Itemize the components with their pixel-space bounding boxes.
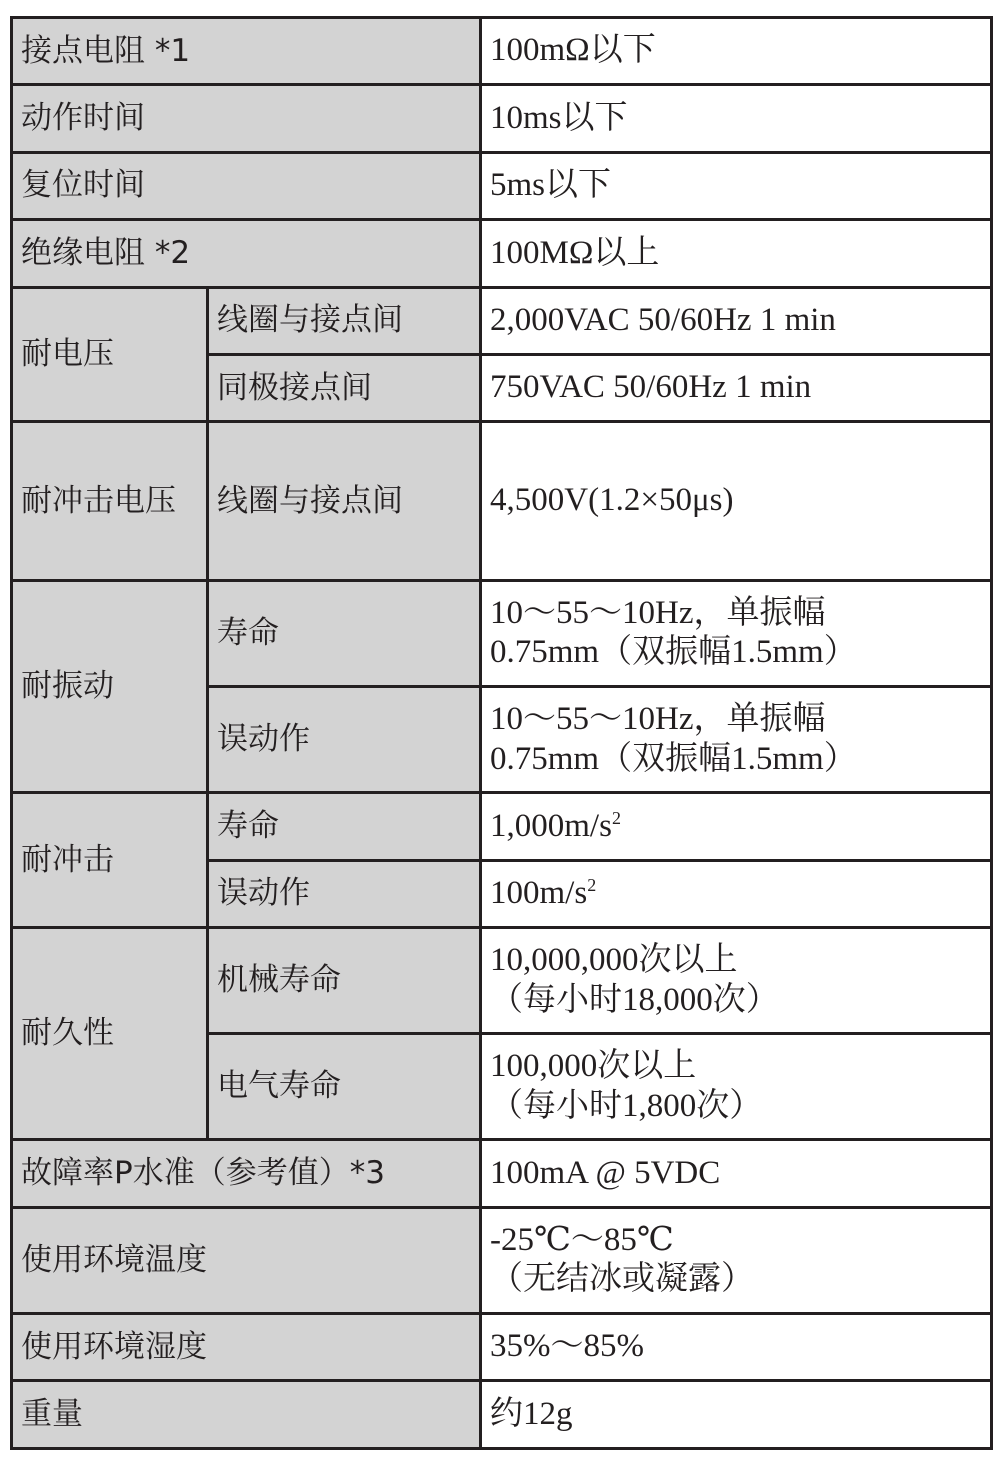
row-value: 100MΩ以上 — [481, 220, 992, 287]
row-value: 10ms以下 — [481, 85, 992, 152]
sub-label: 误动作 — [208, 686, 481, 792]
value-line: -25℃～85℃ — [490, 1221, 674, 1258]
row-value — [481, 1034, 992, 1140]
row-label: 故障率P水准（参考值）*3 — [12, 1140, 481, 1207]
table-row — [12, 18, 992, 85]
table-row — [12, 220, 992, 287]
row-value — [481, 580, 992, 686]
value-line: （无结冰或凝露） — [490, 1261, 755, 1298]
sub-label: 线圈与接点间 — [208, 422, 481, 580]
value-line: 100,000次以上 — [490, 1048, 697, 1085]
row-value: 2,000VAC 50/60Hz 1 min — [481, 287, 992, 354]
row-label: 重量 — [12, 1381, 481, 1449]
superscript: 2 — [587, 875, 597, 895]
sub-label: 寿命 — [208, 793, 481, 860]
sub-label: 同极接点间 — [208, 355, 481, 422]
row-label: 接点电阻 *1 — [12, 18, 481, 85]
sub-label: 机械寿命 — [208, 928, 481, 1034]
value-line: 10～55～10Hz，单振幅 — [490, 700, 826, 737]
table-row — [12, 287, 992, 354]
row-label: 动作时间 — [12, 85, 481, 152]
row-value — [481, 1207, 992, 1313]
value-text: 100m/s — [490, 875, 588, 911]
table-row — [12, 1207, 992, 1313]
spec-table — [10, 16, 993, 1450]
row-value: 5ms以下 — [481, 152, 992, 219]
sub-label: 电气寿命 — [208, 1034, 481, 1140]
group-label: 耐久性 — [12, 928, 208, 1140]
group-label: 耐振动 — [12, 580, 208, 792]
row-label: 绝缘电阻 *2 — [12, 220, 481, 287]
row-value — [481, 860, 992, 927]
superscript: 2 — [611, 807, 621, 828]
row-value: 750VAC 50/60Hz 1 min — [481, 355, 992, 422]
value-line: 10,000,000次以上 — [490, 942, 738, 979]
group-label: 耐冲击电压 — [12, 422, 208, 580]
value-line: 10～55～10Hz，单振幅 — [490, 594, 826, 631]
value-line: （每小时1,800次） — [490, 1087, 763, 1124]
table-row — [12, 1381, 992, 1449]
row-label: 复位时间 — [12, 152, 481, 219]
table-row — [12, 85, 992, 152]
sub-label: 寿命 — [208, 580, 481, 686]
table-row — [12, 1314, 992, 1381]
row-value: 35%～85% — [481, 1314, 992, 1381]
sub-label: 线圈与接点间 — [208, 287, 481, 354]
value-line: 0.75mm（双振幅1.5mm） — [490, 740, 857, 777]
row-value — [481, 686, 992, 792]
table-row — [12, 580, 992, 686]
row-value: 4,500V(1.2×50μs) — [481, 422, 992, 580]
row-label: 使用环境湿度 — [12, 1314, 481, 1381]
row-value — [481, 793, 992, 860]
table-row — [12, 422, 992, 580]
sub-label: 误动作 — [208, 860, 481, 927]
group-label: 耐冲击 — [12, 793, 208, 928]
row-label: 使用环境温度 — [12, 1207, 481, 1313]
row-value: 100mA @ 5VDC — [481, 1140, 992, 1207]
group-label: 耐电压 — [12, 287, 208, 422]
row-value: 约12g — [481, 1381, 992, 1449]
value-line: 0.75mm（双振幅1.5mm） — [490, 634, 857, 671]
table-row — [12, 793, 992, 860]
table-row — [12, 152, 992, 219]
table-row — [12, 1140, 992, 1207]
value-line: （每小时18,000次） — [490, 981, 779, 1018]
row-value — [481, 928, 992, 1034]
row-value: 100mΩ以下 — [481, 18, 992, 85]
table-row — [12, 928, 992, 1034]
value-text: 1,000m/s — [490, 807, 612, 844]
